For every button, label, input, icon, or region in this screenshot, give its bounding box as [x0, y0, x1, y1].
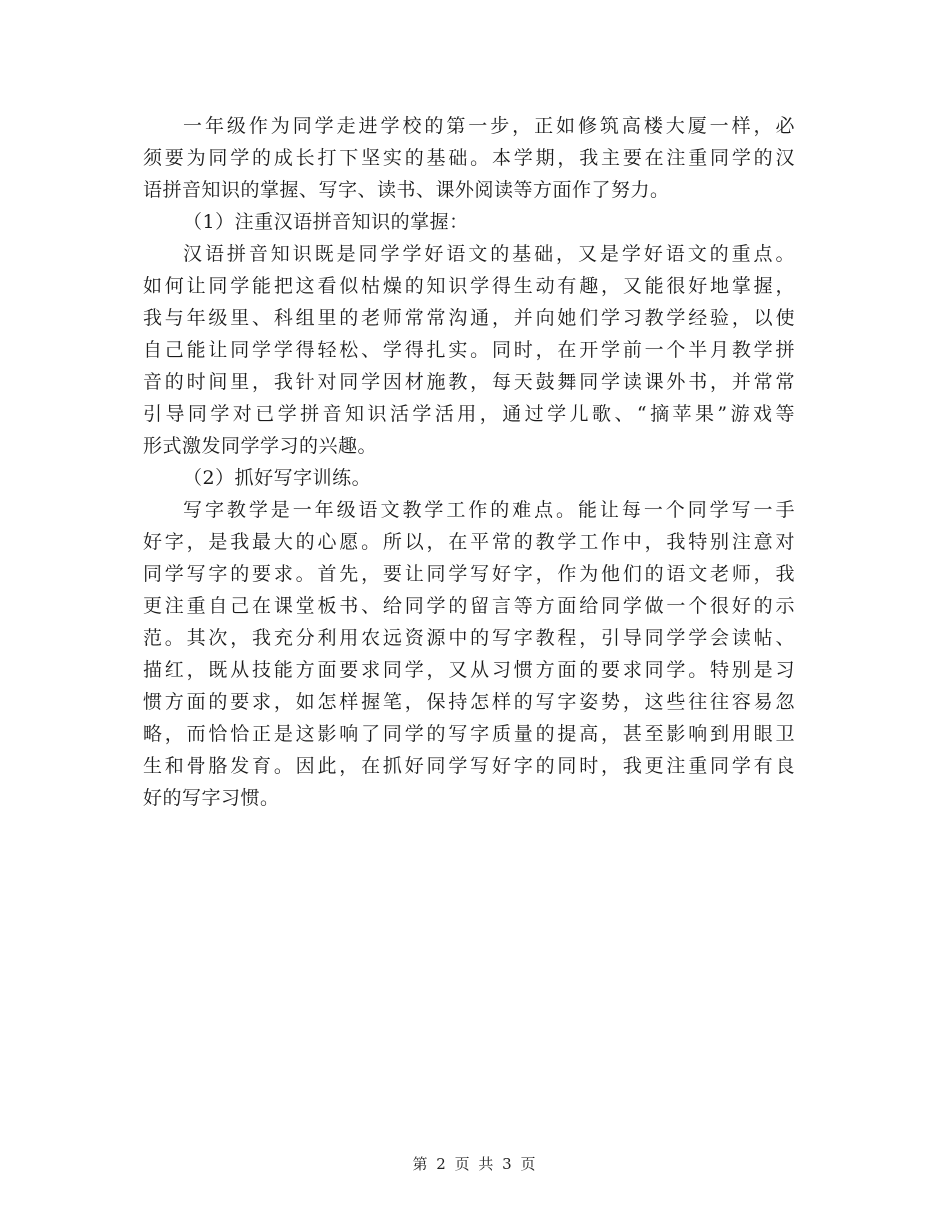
paragraph-intro	[143, 110, 795, 206]
text-line: 略，而恰恰正是这影响了同学的写字质量的提高，甚至影响到用眼卫	[143, 723, 795, 745]
body-text	[143, 110, 795, 814]
text-line: 如何让同学能把这看似枯燥的知识学得生动有趣，又能很好地掌握，	[143, 275, 795, 297]
section-heading: （2）抓好写字训练。	[183, 467, 372, 489]
text-line: 须要为同学的成长打下坚实的基础。本学期，我主要在注重同学的汉	[143, 147, 795, 169]
section-heading: （1）注重汉语拼音知识的掌握：	[183, 211, 469, 233]
text-line: 自己能让同学学得轻松、学得扎实。同时，在开学前一个半月教学拼	[143, 339, 795, 361]
text-line: 更注重自己在课堂板书、给同学的留言等方面给同学做一个很好的示	[143, 595, 795, 617]
text-line: 引导同学对已学拼音知识活学活用，通过学儿歌、“摘苹果”游戏等	[143, 403, 795, 425]
text-line: 好的写字习惯。	[143, 787, 280, 809]
text-line: 音的时间里，我针对同学因材施教，每天鼓舞同学读课外书，并常常	[143, 371, 795, 393]
text-line: 写字教学是一年级语文教学工作的难点。能让每一个同学写一手	[183, 499, 795, 521]
text-line: 汉语拼音知识既是同学学好语文的基础，又是学好语文的重点。	[183, 243, 795, 265]
heading-pinyin	[143, 206, 795, 238]
text-line: 语拼音知识的掌握、写字、读书、课外阅读等方面作了努力。	[143, 179, 670, 201]
text-line: 范。其次，我充分利用农远资源中的写字教程，引导同学学会读帖、	[143, 627, 795, 649]
paragraph-writing	[143, 494, 795, 814]
text-line: 描红，既从技能方面要求同学，又从习惯方面的要求同学。特别是习	[143, 659, 795, 681]
text-line: 生和骨胳发育。因此，在抓好同学写好字的同时，我更注重同学有良	[143, 755, 795, 777]
text-line: 同学写字的要求。首先，要让同学写好字，作为他们的语文老师，我	[143, 563, 795, 585]
text-line: 惯方面的要求，如怎样握笔，保持怎样的写字姿势，这些往往容易忽	[143, 691, 795, 713]
heading-writing	[143, 462, 795, 494]
paragraph-pinyin	[143, 238, 795, 462]
text-line: 一年级作为同学走进学校的第一步，正如修筑高楼大厦一样，必	[183, 115, 795, 137]
text-line: 形式激发同学学习的兴趣。	[143, 435, 378, 457]
text-line: 好字，是我最大的心愿。所以，在平常的教学工作中，我特别注意对	[143, 531, 795, 553]
text-line: 我与年级里、科组里的老师常常沟通，并向她们学习教学经验，以使	[143, 307, 795, 329]
page-number: 第 2 页 共 3 页	[412, 1155, 538, 1173]
